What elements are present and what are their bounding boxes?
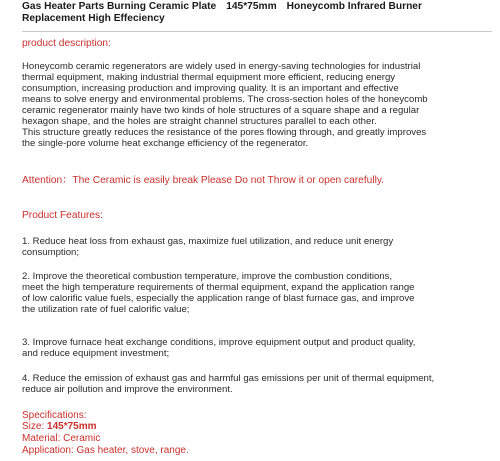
feature-line: meet the high temperature requirements of thermal equipment, expand the application range: [22, 282, 415, 293]
title-size: 145*75mm: [226, 1, 277, 12]
feature-line: the utilization rate of fuel calorific value;: [22, 304, 190, 315]
feature-line: of low calorific value fuels, especially the application range of blast furnace gas, and improve: [22, 293, 415, 304]
description-paragraph: [22, 61, 492, 149]
feature-item-3: [22, 337, 492, 359]
product-title-line2: Replacement High Effeciency: [22, 13, 165, 24]
description-line: means to solve energy and environmental problems. The cross-section holes of the honeycomb: [22, 94, 428, 105]
attention-note: Attention：The Ceramic is easily break Please Do not Throw it or open carefully.: [22, 175, 385, 186]
description-heading: product description:: [22, 38, 111, 49]
title-divider: [22, 31, 492, 32]
description-line: This structure greatly reduces the resistance of the pores flowing through, and greatly improves: [22, 127, 427, 138]
specifications-heading: Specifications:: [22, 410, 87, 421]
description-line: ceramic regenerator mainly have two kinds of hole structures of a square shape and a regular: [22, 105, 420, 116]
spec-material: Material: Ceramic: [22, 433, 101, 444]
feature-line: 4. Reduce the emission of exhaust gas and harmful gas emissions per unit of thermal equipment,: [22, 373, 435, 384]
feature-line: 1. Reduce heat loss from exhaust gas, maximize fuel utilization, and reduce unit energy: [22, 236, 394, 247]
description-line: consumption, increasing production and improving quality. It is an important and effective: [22, 83, 399, 94]
description-line: hexagon shape, and the holes are straight channel structures parallel to each other.: [22, 116, 377, 127]
spec-size-label: Size:: [22, 421, 45, 432]
features-heading: Product Features:: [22, 210, 103, 221]
description-line: Honeycomb ceramic regenerators are widely used in energy-saving technologies for industrial: [22, 61, 421, 72]
feature-item-1: [22, 236, 492, 258]
spec-size-value: 145*75mm: [47, 421, 97, 432]
spec-size: [22, 421, 97, 433]
feature-line: 3. Improve furnace heat exchange conditions, improve equipment output and product quality,: [22, 337, 416, 348]
feature-item-4: [22, 373, 492, 395]
feature-line: and reduce equipment investment;: [22, 348, 170, 359]
product-title: [22, 1, 492, 13]
spec-application: Application: Gas heater, stove, range.: [22, 445, 189, 456]
title-name: Gas Heater Parts Burning Ceramic Plate: [22, 1, 217, 12]
description-line: thermal equipment, making industrial thermal equipment more efficient, reducing energy: [22, 72, 396, 83]
feature-item-2: [22, 271, 492, 315]
description-line: the single-pore volume heat exchange efficiency of the regenerator.: [22, 138, 309, 149]
feature-line: consumption;: [22, 247, 80, 258]
title-type: Honeycomb Infrared Burner: [286, 1, 422, 12]
feature-line: reduce air pollution and improve the environment.: [22, 384, 233, 395]
feature-line: 2. Improve the theoretical combustion temperature, improve the combustion conditions,: [22, 271, 393, 282]
